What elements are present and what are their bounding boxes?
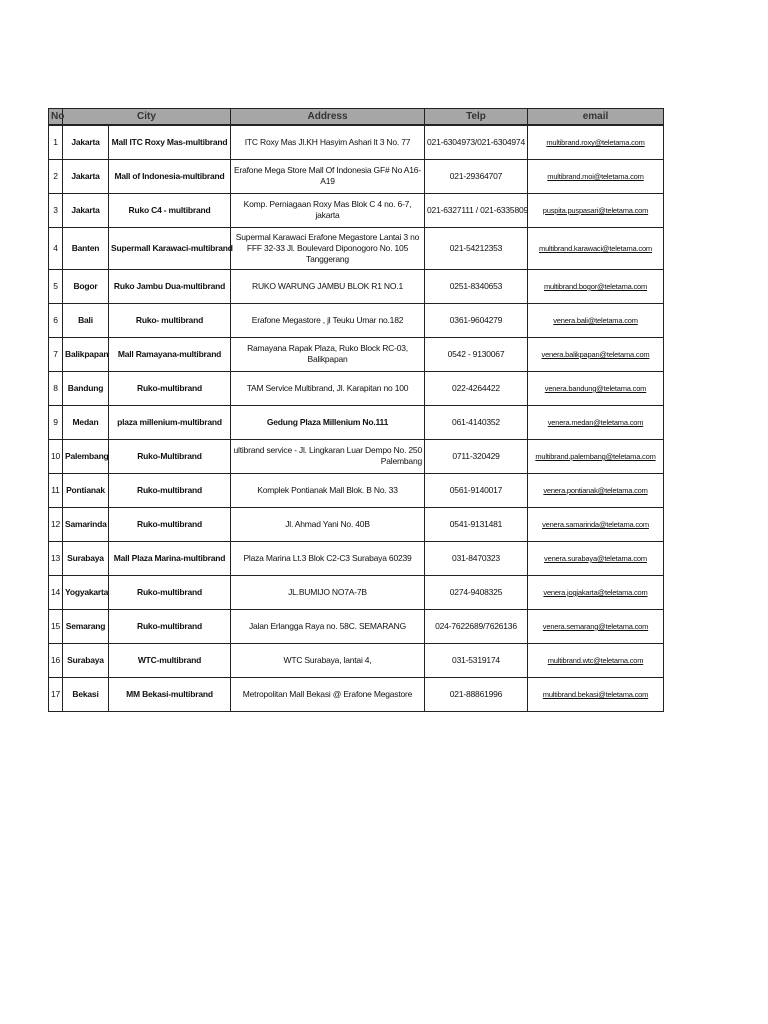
email-link[interactable]: multibrand.roxy@teletama.com	[546, 138, 645, 148]
row-address: RUKO WARUNG JAMBU BLOK R1 NO.1	[231, 269, 425, 303]
row-email	[528, 541, 664, 575]
row-city: Balikpapan	[63, 337, 109, 371]
table-row	[49, 507, 664, 541]
email-link[interactable]: venera.samarinda@teletama.com	[542, 520, 649, 529]
row-branch-name: MM Bekasi-multibrand	[109, 677, 231, 711]
row-city: Bogor	[63, 269, 109, 303]
row-number: 4	[49, 227, 63, 269]
row-telp: 021-29364707	[425, 159, 528, 193]
row-branch-name: WTC-multibrand	[109, 643, 231, 677]
row-number: 15	[49, 609, 63, 643]
email-link[interactable]: multibrand.karawaci@teletama.com	[539, 244, 652, 253]
row-telp: 0361-9604279	[425, 303, 528, 337]
row-branch-name: Ruko-multibrand	[109, 575, 231, 609]
row-number: 6	[49, 303, 63, 337]
email-link[interactable]: venera.surabaya@teletama.com	[544, 554, 647, 563]
row-telp: 031-5319174	[425, 643, 528, 677]
row-branch-name: Ruko- multibrand	[109, 303, 231, 337]
row-email	[528, 193, 664, 227]
row-city: Jakarta	[63, 125, 109, 159]
table-row	[49, 337, 664, 371]
row-branch-name: Ruko-multibrand	[109, 473, 231, 507]
row-branch-name: Ruko Jambu Dua-multibrand	[109, 269, 231, 303]
row-telp: 0251-8340653	[425, 269, 528, 303]
row-branch-name: Mall Ramayana-multibrand	[109, 337, 231, 371]
row-number: 5	[49, 269, 63, 303]
row-email	[528, 609, 664, 643]
row-number: 2	[49, 159, 63, 193]
row-city: Jakarta	[63, 159, 109, 193]
table-row	[49, 269, 664, 303]
row-address: JL.BUMIJO NO7A-7B	[231, 575, 425, 609]
row-address: Komp. Perniagaan Roxy Mas Blok C 4 no. 6-7, jakarta	[231, 193, 425, 227]
row-address: Jl. Ahmad Yani No. 40B	[231, 507, 425, 541]
row-email	[528, 159, 664, 193]
row-branch-name: Ruko-multibrand	[109, 609, 231, 643]
row-city: Bekasi	[63, 677, 109, 711]
row-email	[528, 371, 664, 405]
row-telp: 021-54212353	[425, 227, 528, 269]
row-number: 1	[49, 125, 63, 159]
email-link[interactable]: venera.balikpapan@teletama.com	[541, 350, 650, 359]
row-email	[528, 439, 664, 473]
row-city: Banten	[63, 227, 109, 269]
row-telp: 0542 - 9130067	[425, 337, 528, 371]
row-number: 7	[49, 337, 63, 371]
row-city: Yogyakarta	[63, 575, 109, 609]
row-branch-name: Ruko C4 - multibrand	[109, 193, 231, 227]
row-telp: 0541-9131481	[425, 507, 528, 541]
row-email	[528, 575, 664, 609]
email-link[interactable]: venera.semarang@teletama.com	[542, 622, 649, 631]
email-link[interactable]: venera.medan@teletama.com	[547, 418, 644, 427]
row-telp: 022-4264422	[425, 371, 528, 405]
row-branch-name: Ruko-Multibrand	[109, 439, 231, 473]
row-branch-name: plaza millenium-multibrand	[109, 405, 231, 439]
row-telp: 021-6304973/021-6304974	[425, 125, 528, 159]
row-telp: 0711-320429	[425, 439, 528, 473]
header-no: No	[49, 109, 63, 126]
row-email	[528, 337, 664, 371]
row-address: Supermal Karawaci Erafone Megastore Lantai 3 no FFF 32-33 Jl. Boulevard Diponogoro No. 105 Tanggerang	[231, 227, 425, 269]
email-link[interactable]: venera.jogjakarta@teletama.com	[543, 588, 648, 597]
row-number: 14	[49, 575, 63, 609]
row-address: Plaza Marina Lt.3 Blok C2-C3 Surabaya 60239	[231, 541, 425, 575]
table-row	[49, 643, 664, 677]
header-city: City	[63, 109, 231, 126]
table-row	[49, 303, 664, 337]
row-number: 17	[49, 677, 63, 711]
table-row	[49, 193, 664, 227]
row-city: Surabaya	[63, 541, 109, 575]
row-address: ultibrand service - Jl. Lingkaran Luar Dempo No. 250 Palembang	[231, 439, 425, 473]
row-city: Samarinda	[63, 507, 109, 541]
email-link[interactable]: multibrand.moi@teletama.com	[547, 172, 644, 181]
row-telp: 021-6327111 / 021-6335809	[425, 193, 528, 227]
row-number: 11	[49, 473, 63, 507]
row-email	[528, 473, 664, 507]
row-address: Erafone Megastore , jl Teuku Umar no.182	[231, 303, 425, 337]
branch-directory-table	[48, 108, 664, 712]
table-row	[49, 541, 664, 575]
row-address: ITC Roxy Mas Jl.KH Hasyim Ashari lt 3 No. 77	[231, 125, 425, 159]
row-number: 9	[49, 405, 63, 439]
email-link[interactable]: multibrand.bekasi@teletama.com	[542, 690, 649, 699]
row-branch-name: Mall Plaza Marina-multibrand	[109, 541, 231, 575]
row-telp: 0561-9140017	[425, 473, 528, 507]
header-telp: Telp	[425, 109, 528, 126]
row-email	[528, 227, 664, 269]
row-telp: 031-8470323	[425, 541, 528, 575]
row-email	[528, 269, 664, 303]
row-branch-name: Mall ITC Roxy Mas-multibrand	[109, 125, 231, 159]
row-email	[528, 643, 664, 677]
row-email	[528, 125, 664, 159]
row-telp: 061-4140352	[425, 405, 528, 439]
email-link[interactable]: multibrand.wtc@teletama.com	[547, 656, 644, 665]
row-city: Palembang	[63, 439, 109, 473]
row-city: Pontianak	[63, 473, 109, 507]
row-address: Ramayana Rapak Plaza, Ruko Block RC-03, Balikpapan	[231, 337, 425, 371]
row-number: 12	[49, 507, 63, 541]
table-row	[49, 159, 664, 193]
row-branch-name: Supermall Karawaci-multibrand	[109, 227, 231, 269]
row-telp: 0274-9408325	[425, 575, 528, 609]
row-address: Erafone Mega Store Mall Of Indonesia GF# No A16-A19	[231, 159, 425, 193]
row-city: Surabaya	[63, 643, 109, 677]
row-number: 10	[49, 439, 63, 473]
row-address: Gedung Plaza Millenium No.111	[231, 405, 425, 439]
table-row	[49, 677, 664, 711]
row-city: Bali	[63, 303, 109, 337]
row-email	[528, 677, 664, 711]
row-city: Jakarta	[63, 193, 109, 227]
email-link[interactable]: multibrand.palembang@teletama.com	[535, 452, 656, 461]
row-number: 16	[49, 643, 63, 677]
email-link[interactable]: multibrand.bogor@teletama.com	[543, 282, 648, 291]
row-city: Medan	[63, 405, 109, 439]
row-address: Komplek Pontianak Mall Blok. B No. 33	[231, 473, 425, 507]
table-row	[49, 473, 664, 507]
row-address: Jalan Erlangga Raya no. 58C. SEMARANG	[231, 609, 425, 643]
table-row	[49, 575, 664, 609]
header-email: email	[528, 109, 664, 126]
email-link[interactable]: venera.pontianak@teletama.com	[543, 486, 648, 495]
table-row	[49, 125, 664, 159]
email-link[interactable]: venera.bandung@teletama.com	[544, 384, 647, 393]
header-address: Address	[231, 109, 425, 126]
row-number: 3	[49, 193, 63, 227]
table-row	[49, 609, 664, 643]
row-city: Bandung	[63, 371, 109, 405]
row-address: WTC Surabaya, lantai 4,	[231, 643, 425, 677]
row-number: 8	[49, 371, 63, 405]
row-number: 13	[49, 541, 63, 575]
row-city: Semarang	[63, 609, 109, 643]
row-address: Metropolitan Mall Bekasi @ Erafone Megastore	[231, 677, 425, 711]
table-row	[49, 405, 664, 439]
email-link[interactable]: venera.bali@teletama.com	[553, 316, 638, 325]
table-row	[49, 227, 664, 269]
row-telp: 021-88861996	[425, 677, 528, 711]
header-row	[49, 109, 664, 126]
row-email	[528, 507, 664, 541]
table-row	[49, 439, 664, 473]
email-link[interactable]: puspita.puspasari@teletama.com	[542, 206, 649, 215]
row-branch-name: Mall of Indonesia-multibrand	[109, 159, 231, 193]
row-branch-name: Ruko-multibrand	[109, 371, 231, 405]
row-email	[528, 303, 664, 337]
row-address: TAM Service Multibrand, Jl. Karapitan no 100	[231, 371, 425, 405]
table-row	[49, 371, 664, 405]
row-email	[528, 405, 664, 439]
row-telp: 024-7622689/7626136	[425, 609, 528, 643]
row-branch-name: Ruko-multibrand	[109, 507, 231, 541]
